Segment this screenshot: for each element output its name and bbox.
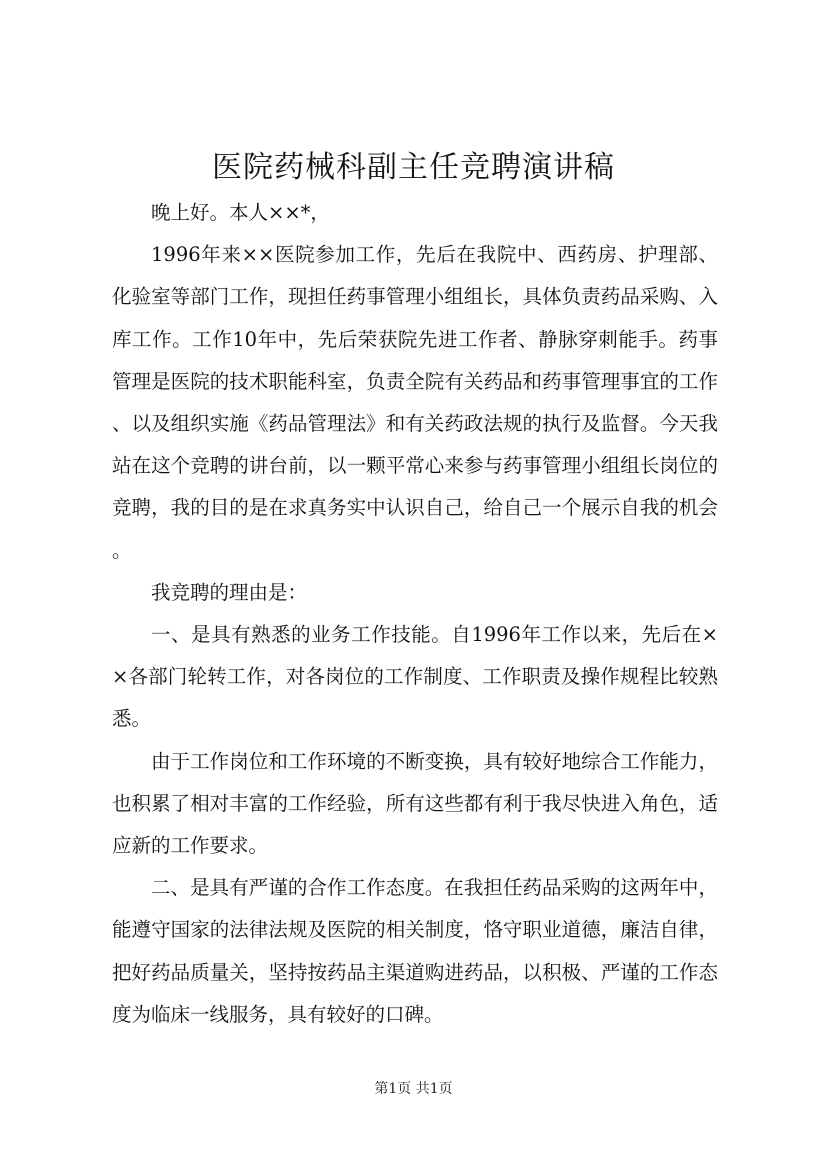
paragraph-introduction: 1996年来××医院参加工作，先后在我院中、西药房、护理部、化验室等部门工作，现担任药事管理小组组长，具体负责药品采购、入库工作。工作10年中，先后荣获院先进工作者、静脉穿刺能手。药事管理是医院的技术职能科室，负责全院有关药品和药事管理事宜的工作、以及组织实施《药品管理法》和有关药政法规的执行及监督。今天我站在这个竞聘的讲台前，以一颗平常心来参与药事管理小组组长岗位的竞聘，我的目的是在求真务实中认识自己，给自己一个展示自我的机会。 bbox=[112, 243, 718, 562]
document-body bbox=[112, 192, 718, 1036]
paragraph-reasons-heading: 我竞聘的理由是： bbox=[151, 580, 308, 604]
page-number-footer: 第1页 共1页 bbox=[374, 1081, 453, 1097]
paragraph-reason-two: 二、是具有严谨的合作工作态度。在我担任药品采购的这两年中，能遵守国家的法律法规及医院的相关制度，恪守职业道德，廉洁自律，把好药品质量关，坚持按药品主渠道购进药品，以积极、严谨的工作态度为临床一线服务，具有较好的口碑。 bbox=[112, 876, 718, 1026]
paragraph-greeting: 晚上好。本人××*， bbox=[151, 201, 330, 224]
paragraph-reason-one: 一、是具有熟悉的业务工作技能。自1996年工作以来，先后在××各部门轮转工作，对各岗位的工作制度、工作职责及操作规程比较熟悉。 bbox=[112, 623, 718, 731]
paragraph-reason-one-detail: 由于工作岗位和工作环境的不断变换，具有较好地综合工作能力，也积累了相对丰富的工作经验，所有这些都有利于我尽快进入角色，适应新的工作要求。 bbox=[112, 749, 718, 858]
document-title: 医院药械科副主任竞聘演讲稿 bbox=[212, 150, 615, 185]
